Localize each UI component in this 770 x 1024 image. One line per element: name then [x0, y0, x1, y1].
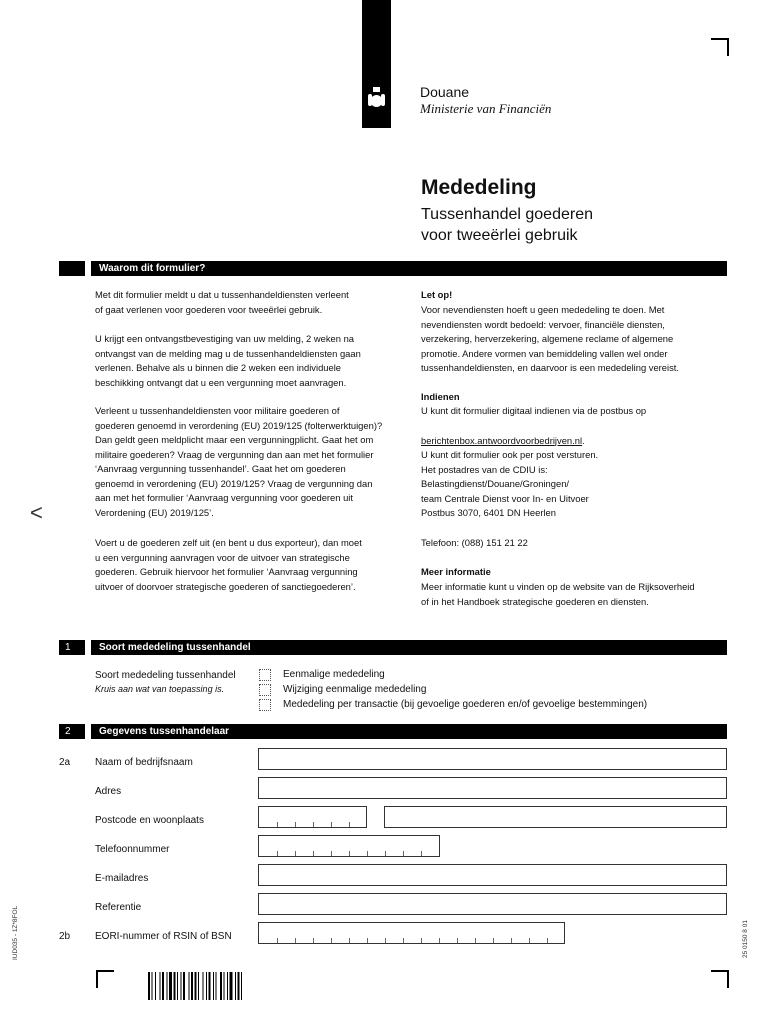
let-op-text: Voor nevendiensten hoeft u geen mededeling te doen. Met nevendiensten wordt bedoeld: vervoer, financiële diensten, verzekering, herverzekering, algemene reclame of algemene promotie. Andere vormen van bemiddeling vallen wel onder tussenhandeldiensten, en daarvoor is een mededeling vereist.: [421, 304, 679, 373]
naam-field[interactable]: [258, 748, 727, 770]
version-code: 25 0150 8 01: [742, 920, 749, 958]
intro-paragraph-4: Voert u de goederen zelf uit (en bent u dus exporteur), dan moet u een vergunning aanvragen voor de uitvoer van strategische goederen. Gebruik hiervoor het formulier ‘Aanvraag vergunning uitvoer of doorvoer strategische goederen of sanctiegoederen’.: [95, 537, 362, 592]
chevron-left-icon: <: [30, 500, 43, 525]
document-title: Mededeling: [421, 176, 537, 199]
field-2a-number: 2a: [59, 757, 71, 768]
crop-mark-bottom-right: [711, 970, 729, 988]
let-op-heading: Let op!: [421, 289, 453, 300]
intro-paragraph-1: Met dit formulier meldt u dat u tussenhandeldiensten verleent of gaat verlenen voor goederen voor tweeërlei gebruik.: [95, 289, 349, 315]
option-wijziging: Wijziging eenmalige mededeling: [283, 684, 427, 695]
eori-field[interactable]: [258, 922, 565, 944]
field-2b-number: 2b: [59, 931, 71, 942]
meer-informatie-text: Meer informatie kunt u vinden op de website van de Rijksoverheid of in het Handboek strategische goederen en diensten.: [421, 581, 695, 607]
indienen-heading: Indienen: [421, 391, 460, 402]
post-address-text: U kunt dit formulier ook per post versturen. Het postadres van de CDIU is: Belastingdienst/Douane/Groningen/ team Centrale Dienst voor In- en Uitvoer Postbus 3070, 6401 DN Heerlen: [421, 449, 599, 518]
berichtenbox-link[interactable]: berichtenbox.antwoordvoorbedrijven.nl: [421, 434, 583, 446]
referentie-label: Referentie: [95, 902, 142, 913]
section-2-number: 2: [59, 724, 85, 739]
eori-label: EORI-nummer of RSIN of BSN: [95, 931, 232, 942]
crop-mark-top-right: [711, 38, 729, 56]
subtitle-line-2: voor tweeërlei gebruik: [421, 227, 578, 244]
postcode-field[interactable]: [258, 806, 367, 828]
section-2-title: Gegevens tussenhandelaar: [91, 724, 727, 739]
coat-of-arms-logo: [362, 0, 391, 128]
indienen-link-line: [421, 419, 585, 448]
naam-label: Naam of bedrijfsnaam: [95, 757, 193, 768]
option-eenmalige: Eenmalige mededeling: [283, 669, 385, 680]
section-1-title: Soort mededeling tussenhandel: [91, 640, 727, 655]
intro-section-marker: [59, 261, 85, 276]
brand-organization: Douane: [420, 84, 470, 100]
email-field[interactable]: [258, 864, 727, 886]
checkbox-eenmalige[interactable]: [259, 669, 271, 681]
telefoon-field[interactable]: [258, 835, 440, 857]
document-subtitle: [421, 204, 593, 246]
adres-label: Adres: [95, 786, 122, 797]
form-code: IUD035 - 1Z*8FOL: [12, 905, 19, 960]
indienen-text: U kunt dit formulier digitaal indienen via de postbus op: [421, 405, 647, 416]
section-1-number: 1: [59, 640, 85, 655]
telefoon-text: Telefoon: (088) 151 21 22: [421, 537, 528, 548]
section-1-label: Soort mededeling tussenhandel: [95, 670, 236, 681]
intro-paragraph-2: U krijgt een ontvangstbevestiging van uw melding, 2 weken na ontvangst van de melding mag u de tussenhandeldiensten gaan verlenen. Behalve als u binnen die 2 weken een individuele beschikking ontvangt dat u een vergunning moet aanvragen.: [95, 333, 361, 388]
postcode-label: Postcode en woonplaats: [95, 815, 204, 826]
subtitle-line-1: Tussenhandel goederen: [421, 206, 593, 223]
intro-section-title: Waarom dit formulier?: [91, 261, 727, 276]
woonplaats-field[interactable]: [384, 806, 727, 828]
barcode-image: [148, 972, 316, 1000]
brand-ministry: Ministerie van Financiën: [420, 101, 552, 116]
intro-paragraph-3: Verleent u tussenhandeldiensten voor militaire goederen of goederen genoemd in verordening (EU) 2019/125 (folterwerktuigen)? Dan geldt geen meldplicht maar een vergunningplicht. Gaat het om militaire goederen? Vraag de vergunning dan aan met het formulier ‘Aanvraag vergunning tussenhandel’. Gaat het om goederen genoemd in verordening (EU) 2019/125? Vraag de vergunning dan aan met het formulier ‘Aanvraag vergunning voor goederen uit Verordening (EU) 2019/125’.: [95, 405, 383, 518]
checkbox-wijziging[interactable]: [259, 684, 271, 696]
meer-informatie-heading: Meer informatie: [421, 566, 491, 577]
crop-mark-bottom-left: [96, 970, 114, 988]
referentie-field[interactable]: [258, 893, 727, 915]
link-suffix: .: [582, 434, 585, 446]
telefoon-label: Telefoonnummer: [95, 844, 170, 855]
option-per-transactie: Mededeling per transactie (bij gevoelige goederen en/of gevoelige bestemmingen): [283, 699, 648, 710]
email-label: E-mailadres: [95, 873, 149, 884]
adres-field[interactable]: [258, 777, 727, 799]
logo-bar: [362, 0, 391, 128]
section-1-hint: Kruis aan wat van toepassing is.: [95, 684, 225, 694]
checkbox-per-transactie[interactable]: [259, 699, 271, 711]
